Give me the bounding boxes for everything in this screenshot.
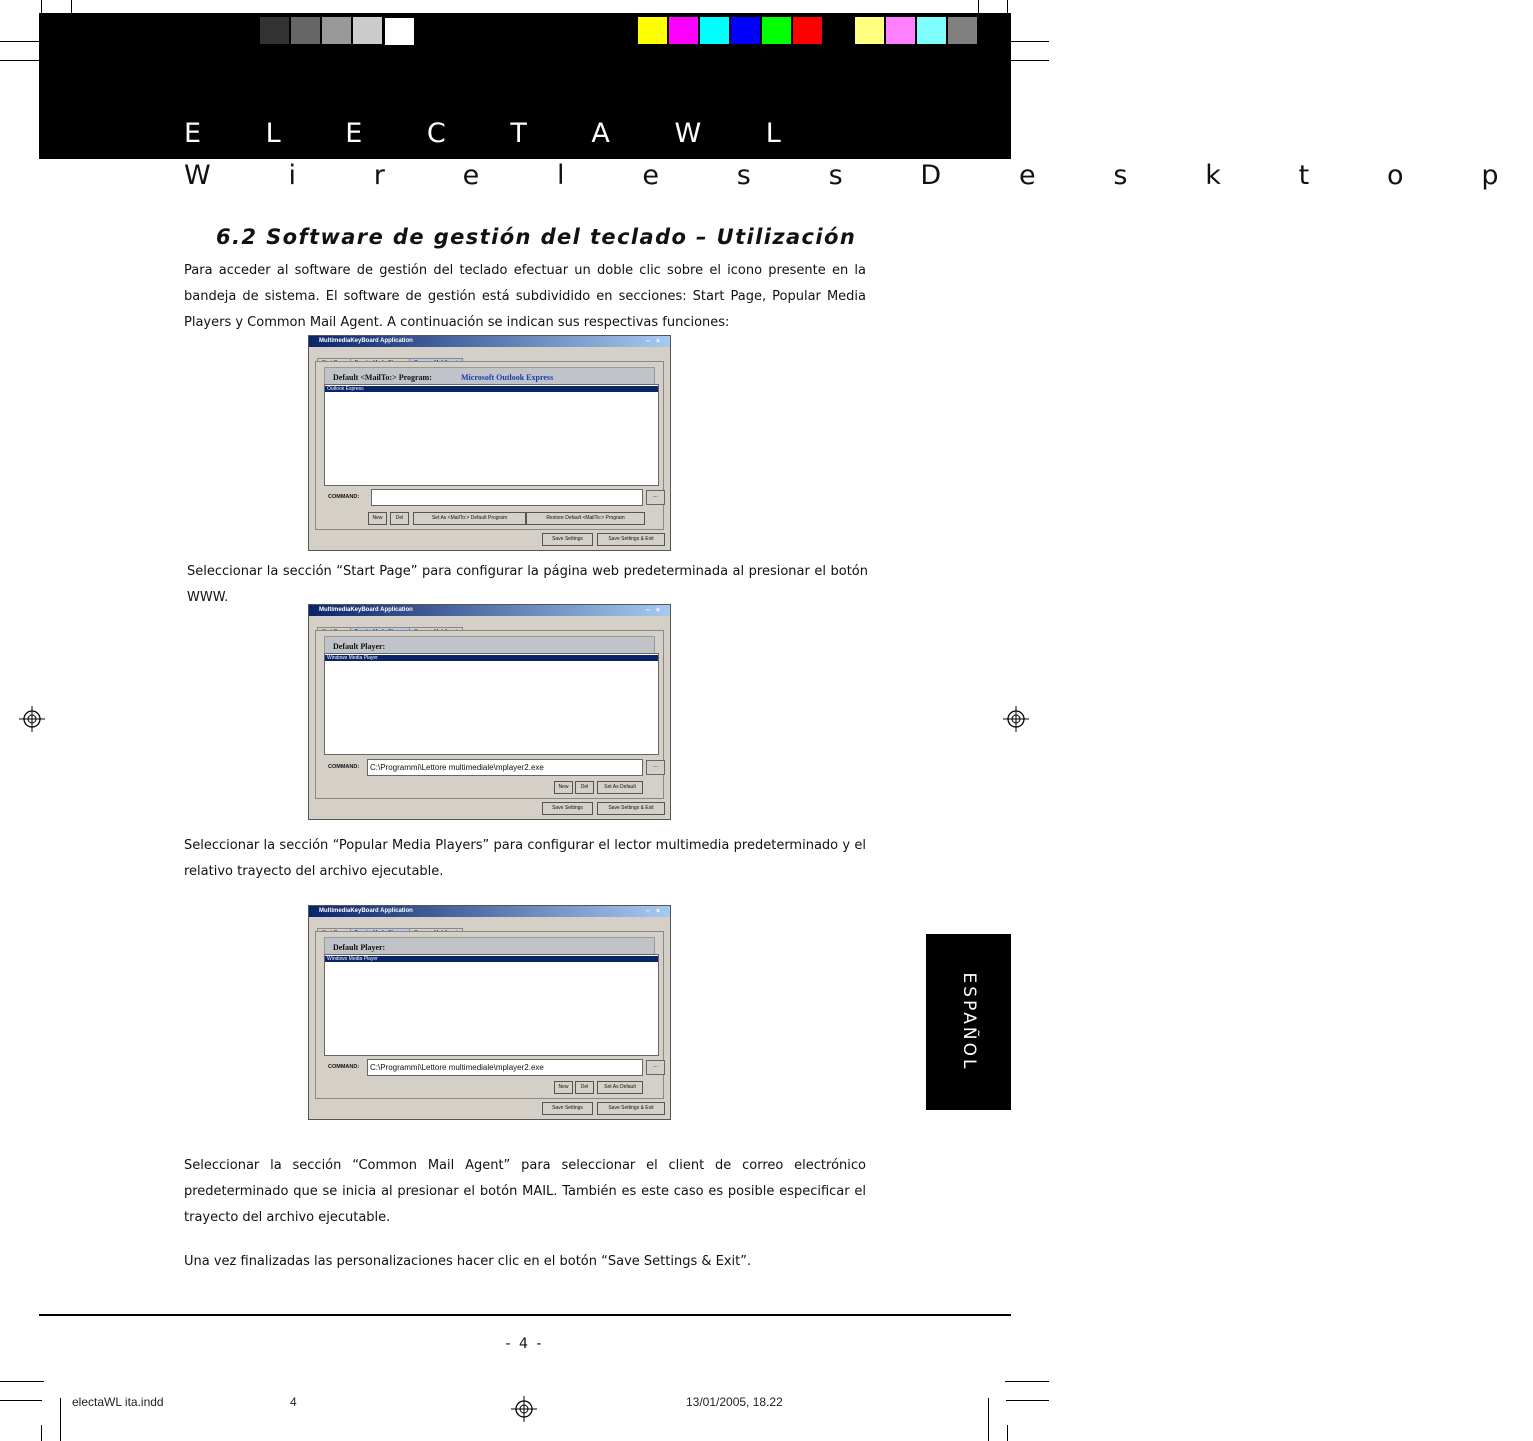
set-mailto-default-button[interactable]: Set As <MailTo:> Default Program [413, 512, 526, 525]
crop-mark [1006, 1400, 1049, 1401]
window-title: MultimediaKeyBoard Application [319, 338, 413, 344]
crop-mark [41, 1425, 42, 1441]
color-swatch [762, 17, 791, 44]
gray-swatch [322, 17, 351, 44]
player-list[interactable] [324, 954, 659, 1056]
list-item[interactable]: Windows Media Player [325, 956, 658, 962]
default-program-value: Microsoft Outlook Express [461, 373, 554, 382]
color-swatch [731, 17, 760, 44]
restore-mailto-default-button[interactable]: Restore Default <MailTo:> Program [526, 512, 645, 525]
browse-button[interactable]: ... [646, 760, 665, 775]
set-as-default-button[interactable]: Set As Default [597, 1081, 643, 1094]
slug-page: 4 [290, 1395, 297, 1409]
gray-swatch [291, 17, 320, 44]
color-swatch [669, 17, 698, 44]
color-swatch [700, 17, 729, 44]
page-number: - 4 - [505, 1336, 544, 1352]
set-as-default-button[interactable]: Set As Default [597, 781, 643, 794]
gray-swatch [353, 17, 382, 44]
intro-paragraph: Para acceder al software de gestión del teclado efectuar un doble clic sobre el icono presente en la bandeja de sistema. El software de gestión está subdividido en secciones: Start Page, Popular Media Players y Common Mail Agent. A continuación se indican sus respectivas funciones: [184, 263, 866, 330]
command-input[interactable]: C:\Programmi\Lettore multimediale\mplayer2.exe [367, 759, 643, 776]
browse-button[interactable]: ... [646, 490, 665, 505]
new-button[interactable]: New [368, 512, 387, 525]
window-mail-agent [308, 335, 671, 551]
save-settings-exit-button[interactable]: Save Settings & Exit [597, 802, 665, 815]
save-settings-button[interactable]: Save Settings [542, 802, 593, 815]
crop-mark [0, 1381, 44, 1382]
window-title: MultimediaKeyBoard Application [319, 908, 413, 914]
registration-mark-icon [1003, 706, 1029, 732]
footer-rule [39, 1314, 1011, 1316]
window-media-players [308, 604, 671, 820]
registration-mark-icon [511, 1396, 537, 1422]
color-swatch [793, 17, 822, 44]
slug-filename: electaWL ita.indd [72, 1395, 164, 1409]
default-program-label: Default <MailTo:> Program: [333, 373, 432, 382]
save-settings-exit-button[interactable]: Save Settings & Exit [597, 533, 665, 546]
save-settings-button[interactable]: Save Settings [542, 1102, 593, 1115]
section-title: 6.2 Software de gestión del teclado – Utilización [216, 225, 857, 249]
color-swatch [886, 17, 915, 44]
language-side-tab [926, 934, 1011, 1110]
tab-bar [309, 920, 670, 930]
color-swatch [638, 17, 667, 44]
registration-mark-icon [19, 706, 45, 732]
tab-panel [315, 931, 664, 1099]
command-label: COMMAND: [328, 764, 360, 770]
window-controls-icon[interactable]: –× [646, 908, 666, 915]
crop-mark [1006, 41, 1049, 42]
default-player-label: Default Player: [333, 943, 386, 952]
brand-subtitle: W i r e l e s s D e s k t o p [184, 160, 1533, 191]
color-swatch [824, 17, 853, 44]
crop-mark [0, 41, 42, 42]
new-button[interactable]: New [554, 1081, 573, 1094]
mail-agent-paragraph: Seleccionar la sección “Common Mail Agent” para seleccionar el client de correo electrónico predeterminado que se inicia al presionar el botón MAIL. También es este caso es posible especificar el trayecto del archivo ejecutable. [184, 1158, 866, 1225]
crop-mark [1007, 1425, 1008, 1441]
window-titlebar [309, 605, 670, 616]
command-input[interactable] [371, 489, 643, 506]
tab-panel [315, 630, 664, 799]
window-titlebar [309, 906, 670, 917]
window-media-players-2 [308, 905, 671, 1120]
gray-swatch [260, 17, 289, 44]
slug-date: 13/01/2005, 18.22 [686, 1395, 783, 1409]
color-swatch [917, 17, 946, 44]
final-paragraph: Una vez finalizadas las personalizaciones hacer clic en el botón “Save Settings & Exit”. [184, 1254, 752, 1269]
gray-swatch [384, 17, 415, 46]
window-titlebar [309, 336, 670, 347]
crop-mark [1005, 1381, 1049, 1382]
player-list[interactable] [324, 653, 659, 755]
color-swatch [948, 17, 977, 44]
brand-title: E L E C T A W L [184, 118, 809, 149]
tab-panel [315, 361, 664, 530]
window-title: MultimediaKeyBoard Application [319, 607, 413, 613]
list-item[interactable]: Outlook Express [325, 386, 658, 392]
crop-mark [988, 1398, 989, 1441]
crop-mark [60, 1398, 61, 1441]
command-label: COMMAND: [328, 1064, 360, 1070]
default-player-label: Default Player: [333, 642, 386, 651]
list-item[interactable]: Windows Media Player [325, 655, 658, 661]
window-controls-icon[interactable]: –× [646, 607, 666, 614]
language-label: ESPAÑOL [958, 972, 979, 1072]
window-controls-icon[interactable]: –× [646, 338, 666, 345]
start-page-paragraph: Seleccionar la sección “Start Page” para configurar la página web predeterminada al presionar el botón WWW. [187, 564, 868, 605]
crop-mark [0, 60, 44, 61]
command-label: COMMAND: [328, 494, 360, 500]
tab-bar [309, 619, 670, 629]
browse-button[interactable]: ... [646, 1060, 665, 1075]
program-list[interactable] [324, 384, 659, 486]
del-button[interactable]: Del [575, 781, 594, 794]
command-input[interactable]: C:\Programmi\Lettore multimediale\mplayer2.exe [367, 1059, 643, 1076]
del-button[interactable]: Del [390, 512, 409, 525]
save-settings-exit-button[interactable]: Save Settings & Exit [597, 1102, 665, 1115]
new-button[interactable]: New [554, 781, 573, 794]
color-swatch [855, 17, 884, 44]
tab-bar [309, 350, 670, 360]
crop-mark [0, 1400, 42, 1401]
save-settings-button[interactable]: Save Settings [542, 533, 593, 546]
del-button[interactable]: Del [575, 1081, 594, 1094]
media-players-paragraph: Seleccionar la sección “Popular Media Players” para configurar el lector multimedia predeterminado y el relativo trayecto del archivo ejecutable. [184, 838, 866, 879]
